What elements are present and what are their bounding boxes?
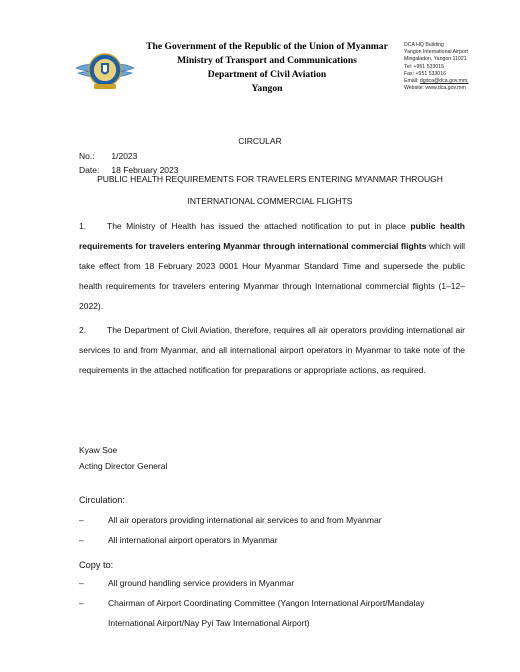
copy-to-item [79, 593, 467, 633]
dash-bullet: – [79, 578, 84, 588]
contact-tel: Tel: +951 533015 [404, 63, 444, 70]
signatory-name: Kyaw Soe [79, 445, 118, 455]
circulation-item-text: All air operators providing international air services to and from Myanmar [108, 515, 382, 525]
date-value: 18 February 2023 [111, 165, 179, 175]
number-label: No.: [79, 151, 95, 161]
paragraph-2 [79, 320, 465, 380]
date-label: Date: [79, 165, 100, 175]
government-name: The Government of the Republic of the Union of Myanmar [146, 41, 388, 52]
dash-bullet: – [79, 515, 84, 525]
paragraph-1-text-bold: public health requirements for travelers entering Myanmar through international commercial flights [79, 221, 465, 251]
dash-bullet: – [79, 535, 84, 545]
circulation-item [79, 530, 467, 550]
circulation-heading: Circulation: [79, 495, 125, 505]
contact-email-row [404, 78, 516, 85]
copy-to-item-text: All ground handling service providers in Myanmar [108, 578, 295, 588]
contact-building: DCA HQ Building [404, 42, 444, 48]
paragraph-1-text-a: The Ministry of Health has issued the attached notification to put in place [107, 221, 411, 231]
contact-block [404, 42, 516, 92]
department-name: Department of Civil Aviation [207, 69, 327, 80]
ministry-name: Ministry of Transport and Communications [177, 55, 357, 66]
subject-line-2: INTERNATIONAL COMMERCIAL FLIGHTS [187, 196, 353, 206]
government-header [136, 40, 398, 96]
copy-to-item [79, 573, 467, 593]
dca-emblem-icon [74, 42, 136, 98]
contact-email-link[interactable]: dgdca@dca.gov.mm, [419, 78, 469, 85]
dash-bullet: – [79, 598, 84, 608]
contact-fax: Fax: +951 533016 [404, 70, 446, 77]
paragraph-2-number: 2. [79, 325, 87, 335]
number-value: 1/2023 [111, 151, 138, 161]
circular-number-row [79, 151, 137, 161]
paragraph-1-text-b: which will take effect from 18 February 2023 0001 Hour Myanmar Standard Time and supersede the public health requirements for travelers entering Myanmar through International commercial flights (1–12–2022). [79, 241, 465, 311]
paragraph-1 [79, 216, 465, 316]
paragraph-1-number: 1. [79, 221, 87, 231]
signatory-block [79, 442, 167, 474]
signatory-title: Acting Director General [79, 461, 168, 471]
subject-line-1: PUBLIC HEALTH REQUIREMENTS FOR TRAVELERS ENTERING MYANMAR THROUGH [97, 174, 443, 184]
contact-website: Website: www.dca.gov.mm [404, 85, 466, 92]
copy-to-heading: Copy to: [79, 560, 114, 570]
contact-airport: Yangon International Airport [404, 49, 468, 56]
contact-email-label: Email: [404, 78, 419, 85]
contact-address: Mingaladon, Yangon 11021 [404, 56, 467, 63]
circulation-item [79, 510, 467, 530]
circular-title: CIRCULAR [238, 136, 282, 146]
copy-to-item-text: Chairman of Airport Coordinating Committee (Yangon International Airport/Mandalay International Airport/Nay Pyi Taw International Airport) [108, 598, 425, 628]
subject-heading [60, 168, 480, 212]
circulation-item-text: All international airport operators in Myanmar [108, 535, 278, 545]
paragraph-2-text: The Department of Civil Aviation, therefore, requires all air operators providing international air services to and from Myanmar, and all international airport operators in Myanmar to take note of the requirements in the attached notification for preparations or appropriate actions, as required. [79, 325, 465, 375]
city-name: Yangon [251, 83, 283, 94]
